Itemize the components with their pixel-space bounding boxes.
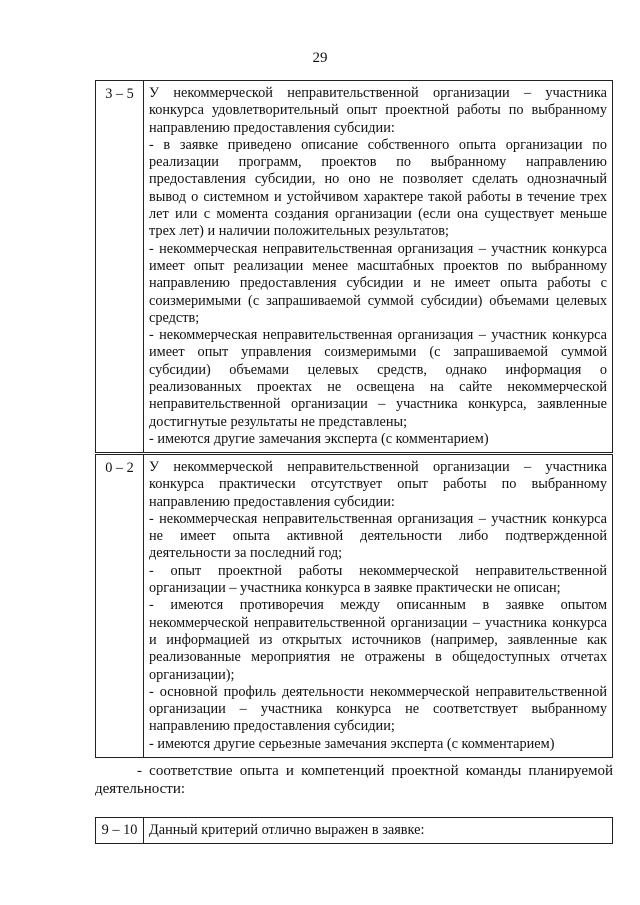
criteria-table xyxy=(95,80,613,453)
row-item: - некоммерческая неправительственная организация – участник конкурса не имеет опыта активной деятельности либо подтвержденной деятельности за последний год; xyxy=(149,510,607,562)
table-row xyxy=(96,818,613,844)
score-cell: 0 – 2 xyxy=(96,455,144,758)
row-lead-text: У некоммерческой неправительственной организации – участника конкурса практически отсутствует опыт работы по выбранному направлению предоставления субсидии: xyxy=(149,459,607,510)
row-lead-text: У некоммерческой неправительственной организации – участника конкурса удовлетворительный опыт проектной работы по выбранному направлению предоставления субсидии: xyxy=(149,85,607,136)
row-item: - некоммерческая неправительственная организация – участник конкурса имеет опыт управления соизмеримыми (с запрашиваемой суммой субсидии) объемами целевых средств, однако информация о реализованных проектах не освещена на сайте некоммерческой неправительственной организации – участника конкурса, заявленные достигнутые результаты не представлены; xyxy=(149,327,607,430)
description-cell: Данный критерий отлично выражен в заявке: xyxy=(144,818,613,844)
row-item: - в заявке приведено описание собственного опыта организации по реализации программ, проектов по выбранному направлению предоставления субсидии, но оно не позволяет сделать однозначный вывод о системном и устойчивом характере такой работы в течение трех лет или с момента создания организации (если она существует меньше трех лет) и наличии положительных результатов; xyxy=(149,136,607,240)
score-cell: 9 – 10 xyxy=(96,818,144,844)
table-row xyxy=(96,455,613,758)
section-paragraph: - соответствие опыта и компетенций проектной команды планируемой деятельности: xyxy=(95,763,613,797)
score-cell: 3 – 5 xyxy=(96,81,144,453)
row-item: - некоммерческая неправительственная организация – участник конкурса имеет опыт реализации менее масштабных проектов по выбранному направлению предоставления субсидии и не имеет опыта работы с соизмеримыми (с запрашиваемой суммой субсидии) объемами целевых средств; xyxy=(149,240,607,326)
criteria-table xyxy=(95,817,613,844)
criteria-table xyxy=(95,454,613,758)
row-item: - имеются противоречия между описанным в заявке опытом некоммерческой неправительственной организации – участника конкурса и информацией из открытых источников (например, заявленные как реализованные мероприятия не отражены в общедоступных отчетах организации); xyxy=(149,597,607,683)
description-cell xyxy=(144,455,613,758)
table-row xyxy=(96,81,613,453)
row-item: - опыт проектной работы некоммерческой неправительственной организации – участника конкурса в заявке практически не описан; xyxy=(149,562,607,597)
row-item: - имеются другие замечания эксперта (с комментарием) xyxy=(149,430,489,447)
row-item: - основной профиль деятельности некоммерческой неправительственной организации – участника конкурса не соответствует выбранному направлению предоставления субсидии; xyxy=(149,683,607,735)
row-item: - имеются другие серьезные замечания эксперта (с комментарием) xyxy=(149,735,555,752)
page-number: 29 xyxy=(312,50,328,66)
description-cell xyxy=(144,81,613,453)
